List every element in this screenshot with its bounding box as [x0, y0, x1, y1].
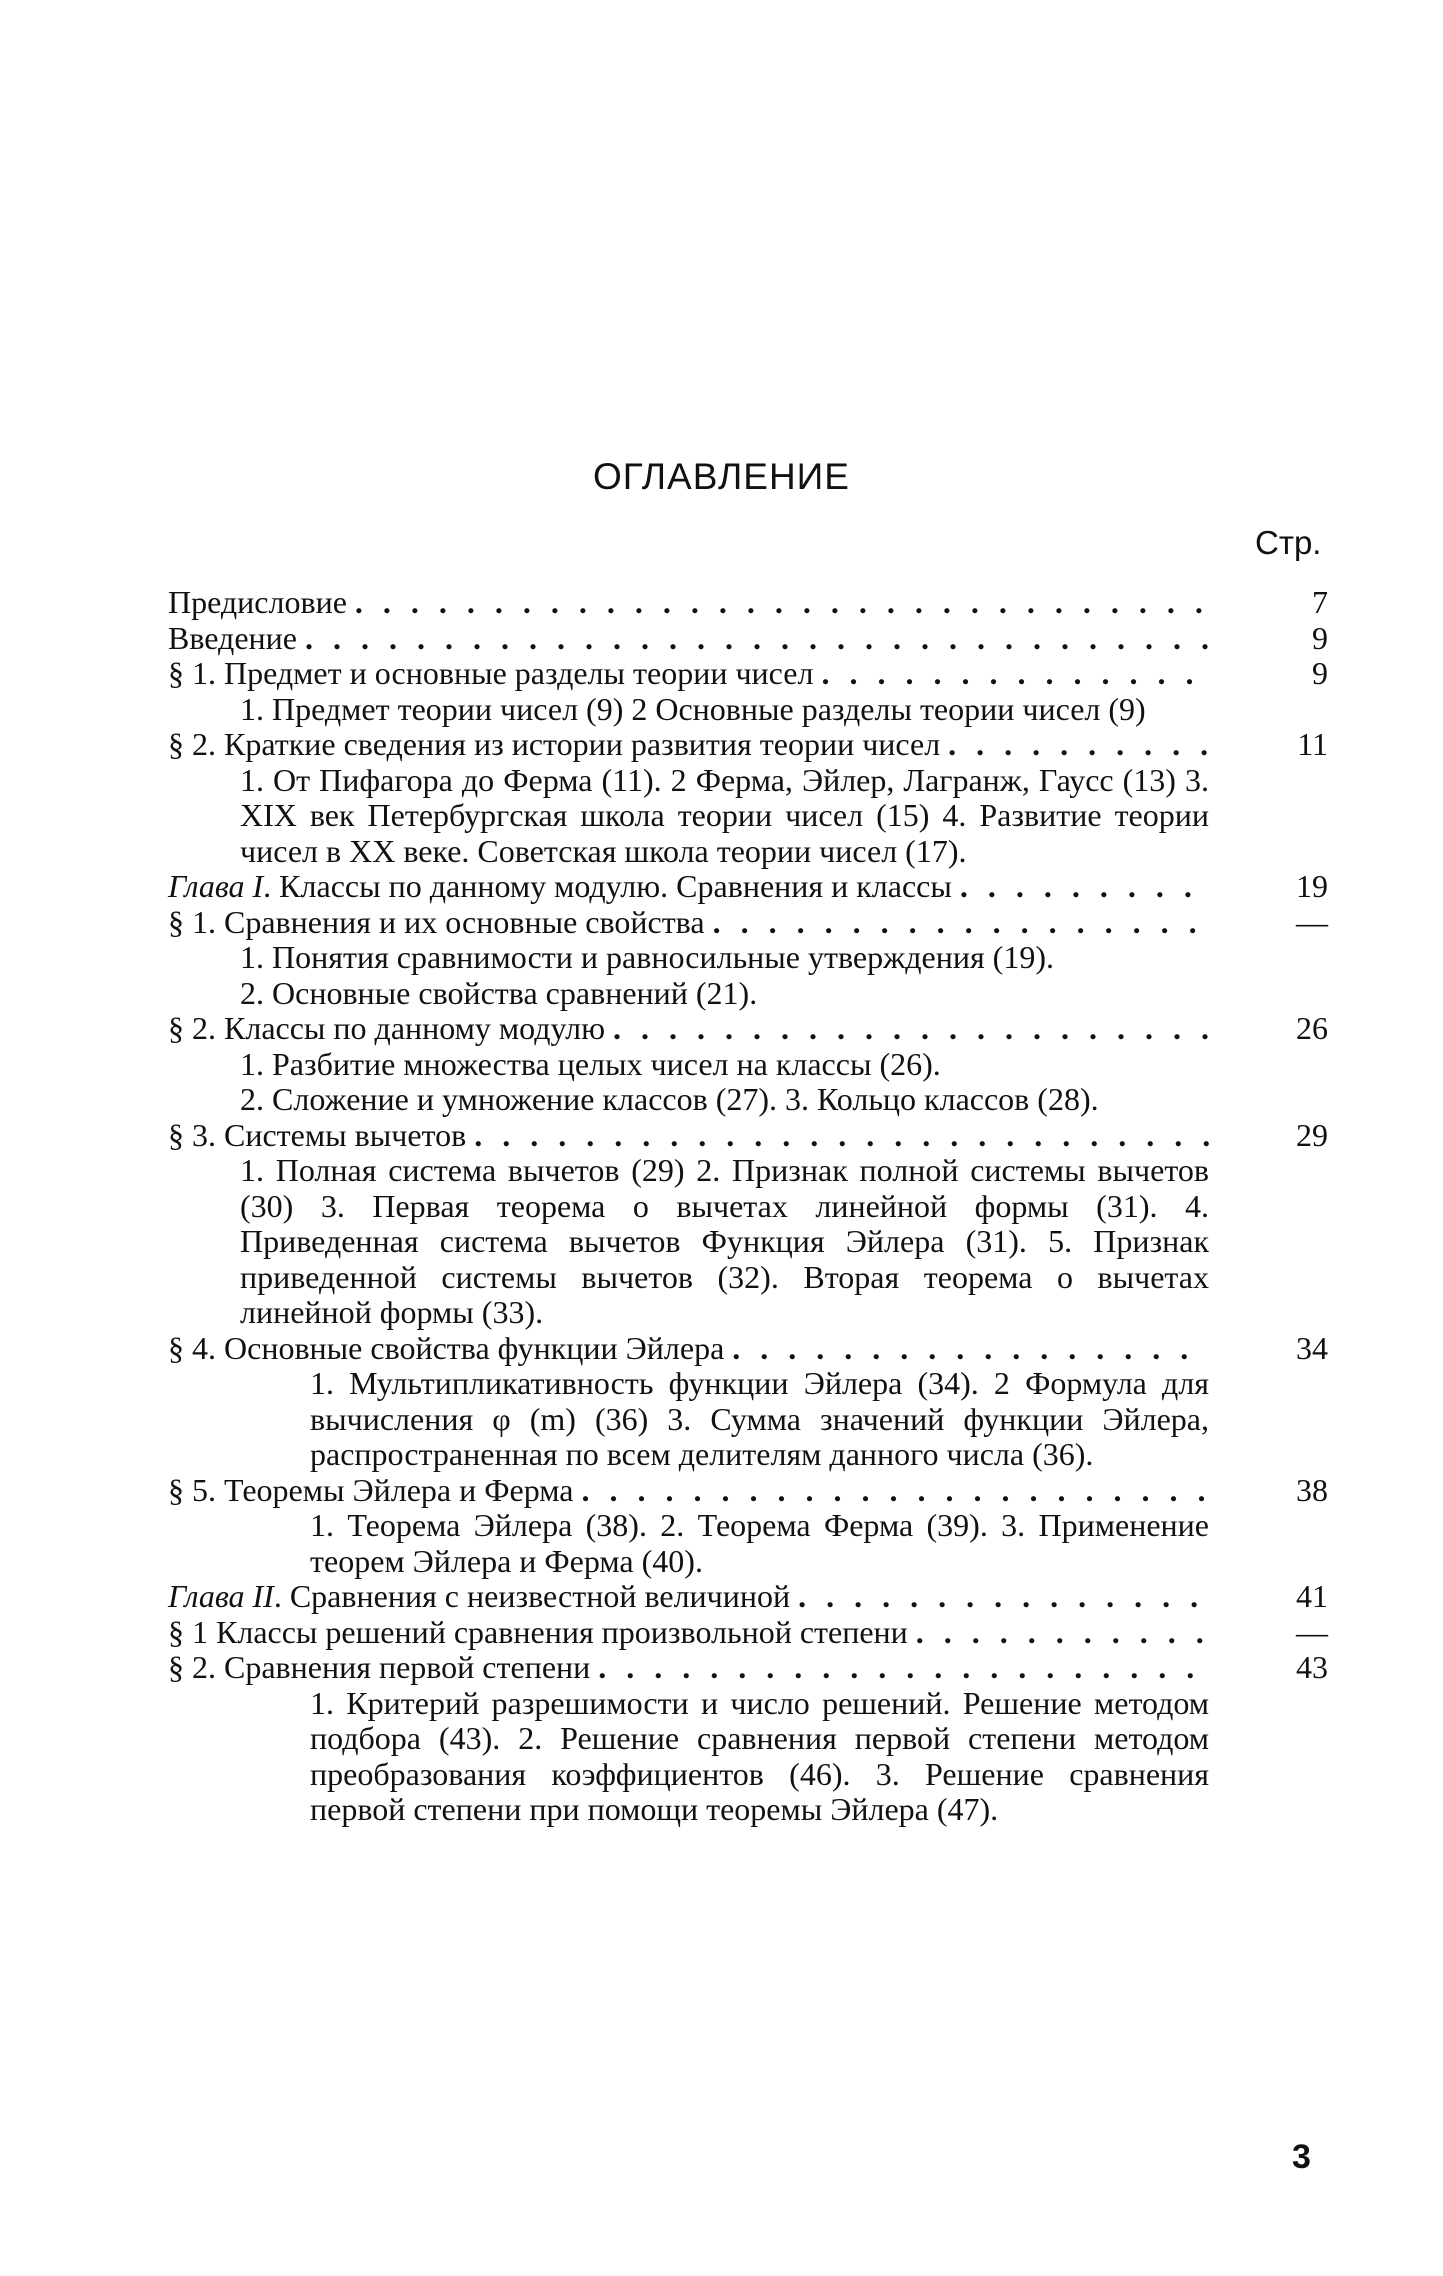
toc-page-number: 9 — [1312, 655, 1328, 691]
toc-subentry: 1. Разбитие множества целых чисел на классы (26). — [240, 1045, 941, 1082]
toc-entry-section[interactable]: § 2. Краткие сведения из истории развития теории чисел . . . 11 — [168, 727, 1328, 763]
toc-subentry: 1. Теорема Эйлера (38). 2. Теорема Ферма (39). 3. Применение теорем Эйлера и Ферма (40). — [310, 1507, 1209, 1579]
toc-entry-section[interactable]: § 1. Сравнения и их основные свойства . . . — — [168, 905, 1328, 941]
toc-entry-chapter[interactable]: Глава II. Сравнения с неизвестной величиной . . . 41 — [168, 1579, 1328, 1615]
toc-page-number: — — [1296, 903, 1328, 940]
toc-page-number: 29 — [1296, 1116, 1328, 1153]
toc-entry-section[interactable]: § 3. Системы вычетов . . . 29 — [168, 1118, 1328, 1154]
page-number: 3 — [1292, 2138, 1311, 2176]
toc-entry-introduction[interactable]: Введение . . . 9 — [168, 621, 1328, 657]
toc-subentry: 2. Основные свойства сравнений (21). — [240, 974, 758, 1011]
toc-entry-section[interactable]: § 5. Теоремы Эйлера и Ферма . . . 38 — [168, 1473, 1328, 1509]
toc-page-number: 43 — [1296, 1649, 1328, 1685]
toc-page-number: 26 — [1296, 1010, 1328, 1046]
toc-subentry: 1. Критерий разрешимости и число решений. Решение методом подбора (43). 2. Решение сравнения первой степени методом преобразования коэффициентов (46). 3. Решение сравнения первой степени при помощи теоремы Эйлера (47). — [310, 1684, 1209, 1827]
toc-page-number: 38 — [1296, 1471, 1328, 1508]
toc-page-number: — — [1296, 1613, 1328, 1650]
toc-page-number: 19 — [1296, 868, 1328, 904]
page-column-label: Стр. — [1255, 524, 1322, 561]
toc-entry-chapter[interactable]: Глава I. Классы по данному модулю. Сравнения и классы . . . 19 — [168, 869, 1328, 905]
toc-subentry: 1. От Пифагора до Ферма (11). 2 Ферма, Эйлер, Лагранж, Гаусс (13) 3. XIX век Петербургская школа теории чисел (15) 4. Развитие теории чисел в XX веке. Советская школа теории чисел (17). — [240, 761, 1209, 869]
toc-entry-section[interactable]: § 1 Классы решений сравнения произвольной степени . . . — — [168, 1615, 1328, 1651]
toc-entry-section[interactable]: § 2. Классы по данному модулю . . . 26 — [168, 1011, 1328, 1047]
toc-subentry: 1. Предмет теории чисел (9) 2 Основные разделы теории чисел (9) — [240, 690, 1146, 727]
toc-page-number: 7 — [1312, 584, 1328, 620]
toc-page-number: 9 — [1312, 619, 1328, 656]
toc-page-number: 11 — [1297, 726, 1328, 762]
toc-entry-preface[interactable]: Предисловие . . . 7 — [168, 585, 1328, 621]
toc-page-number: 34 — [1296, 1329, 1328, 1366]
toc-entry-section[interactable]: § 2. Сравнения первой степени . . . 43 — [168, 1650, 1328, 1686]
toc-subentry: 1. Мультипликативность функции Эйлера (34). 2 Формула для вычисления φ (m) (36) 3. Сумма значений функции Эйлера, распространенная по всем делителям данного числа (36). — [310, 1365, 1209, 1472]
toc-page-number: 41 — [1296, 1578, 1328, 1614]
toc-subentry: 2. Сложение и умножение классов (27). 3. Кольцо классов (28). — [240, 1081, 1099, 1117]
toc-subentry: 1. Понятия сравнимости и равносильные утверждения (19). — [240, 939, 1054, 975]
table-of-contents — [168, 585, 1328, 1828]
toc-entry-section[interactable]: § 4. Основные свойства функции Эйлера . . . 34 — [168, 1331, 1328, 1367]
page-title: ОГЛАВЛЕНИЕ — [593, 456, 850, 497]
toc-subentry: 1. Полная система вычетов (29) 2. Признак полной системы вычетов (30) 3. Первая теорема о вычетах линейной формы (31). 4. Приведенная система вычетов Функция Эйлера (31). 5. Признак приведенной системы вычетов (32). Вторая теорема о вычетах линейной формы (33). — [240, 1152, 1209, 1330]
toc-entry-section[interactable]: § 1. Предмет и основные разделы теории чисел . . . 9 — [168, 656, 1328, 692]
